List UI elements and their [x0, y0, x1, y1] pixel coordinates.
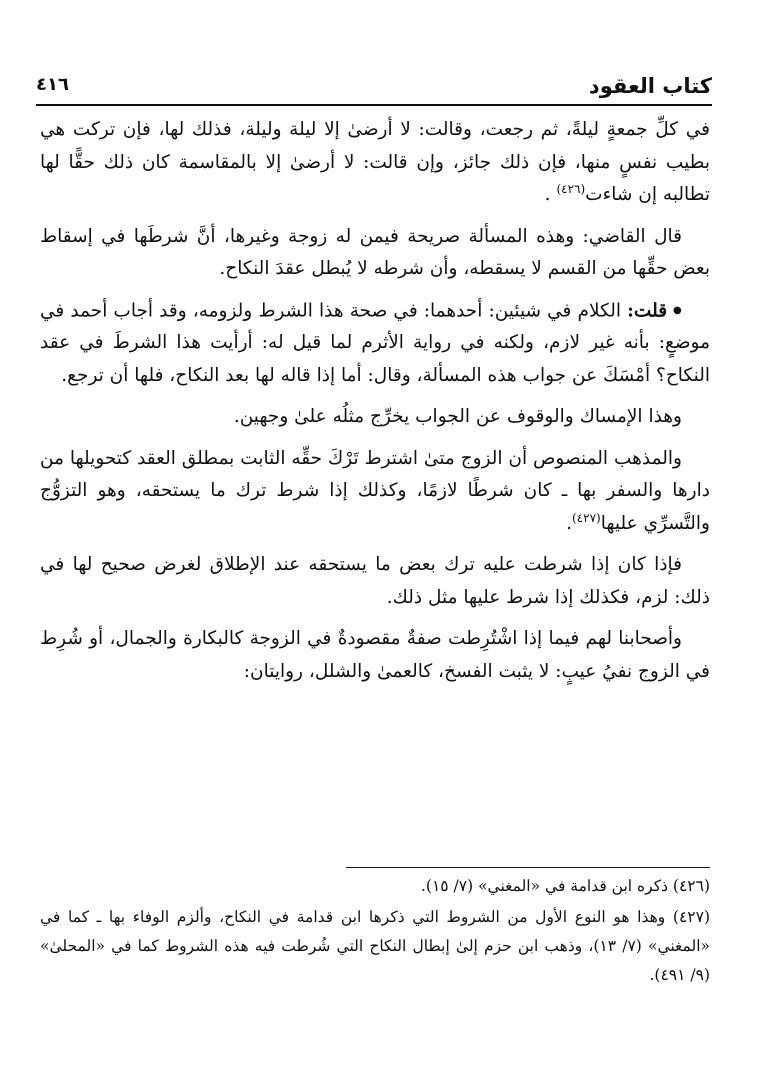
paragraph: والمذهب المنصوص أن الزوج متىٰ اشترط تَرْكَ حقِّه الثابت بمطلق العقد كتحويلها من دارها والسفر بها ـ كان شرطًا لازمًا، وكذلك إذا شرط ترك ما يستحقه، وهو التزوُّج والتَّسرِّي عليها$^{(٤٢٧)}$.	[40, 447, 710, 534]
paragraph: قال القاضي: وهذه المسألة صريحة فيمن له زوجة وغيرها، أنَّ شرطَها في إسقاط بعض حقِّها من القسم لا يسقطه، وأن شرطه لا يُبطل عقدَ النكاح.	[40, 225, 710, 279]
paragraph: وأصحابنا لهم فيما إذا اشْتُرِطت صفةٌ مقصودةٌ في الزوجة كالبكارة والجمال، أو شُرِط في الزوج نفيُ عيبٍ: لا يثبت الفسخ، كالعمىٰ والشلل، روايتان:	[40, 628, 710, 682]
footnote-separator	[346, 867, 710, 868]
footnotes	[40, 872, 710, 990]
page-number: ٤١٦	[36, 74, 69, 95]
paragraph: فإذا كان إذا شرطت عليه ترك بعض ما يستحقه عند الإطلاق لغرض صحيح لها في ذلك: لزم، فكذلك إذا شرط عليها مثل ذلك.	[40, 554, 710, 608]
paragraph-lead: قلت:	[627, 299, 668, 321]
book-title: كتاب العقود	[588, 74, 712, 98]
footnote-ref[interactable]: (٤٢٦)	[556, 181, 586, 196]
footnote: (٤٢٧) وهذا هو النوع الأول من الشروط التي ذكرها ابن قدامة في النكاح، وألزم الوفاء بها ـ كما في «المغني» (٧/ ١٣)، وذهب ابن حزم إلىٰ إبطال النكاح التي شُرطت فيه هذه الشروط كما في «المحلىٰ» (٩/ ٤٩١).	[40, 908, 711, 984]
paragraph: في كلِّ جمعةٍ ليلةً، ثم رجعت، وقالت: لا أرضىٰ إلا ليلة وليلة، فذلك لها، فإن تركت هي بطيب نفسٍ منها، فإن ذلك جائز، وإن قالت: لا أرضىٰ إلا بالمقاسمة كان ذلك حقًّا لها تطالبه إن شاءت$^{(٤٢٦)}$ .	[40, 119, 710, 205]
paragraph: ● قلت: الكلام في شيئين: أحدهما: في صحة هذا الشرط ولزومه، وقد أجاب أحمد في موضعٍ: بأنه غير لازم، ولكنه في رواية الأثرم لما قيل له: أرأيت هذا الشرطَ في عقد النكاح؟ أمْسَكَ عن جواب هذه المسألة، وقال: أما إذا قاله لها بعد النكاح، فلها أن ترجع.	[40, 295, 710, 393]
footnote: (٤٢٦) ذكره ابن قدامة في «المغني» (٧/ ١٥).	[420, 877, 710, 895]
paragraph: وهذا الإمساك والوقوف عن الجواب يخرِّج مثلُه علىٰ وجهين.	[233, 406, 682, 428]
header-rule	[36, 104, 712, 106]
page-header	[36, 74, 712, 102]
footnote-ref[interactable]: (٤٢٧)	[572, 510, 601, 525]
main-text	[40, 114, 710, 688]
